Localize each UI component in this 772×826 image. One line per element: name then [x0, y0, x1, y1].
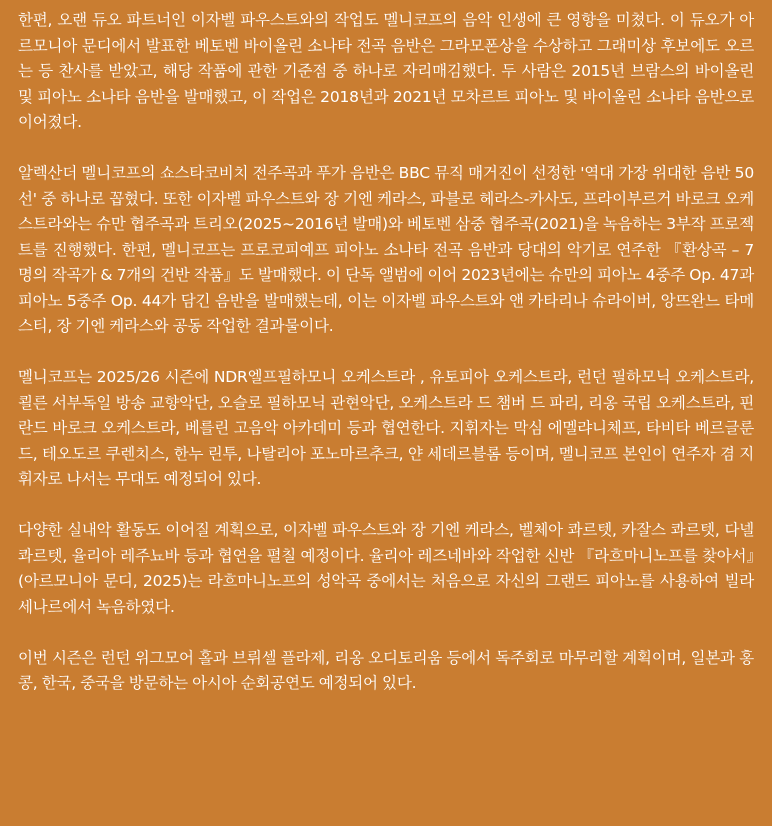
paragraph-discography: 알렉산더 멜니코프의 쇼스타코비치 전주곡과 푸가 음반은 BBC 뮤직 매거진이 선정한 '역대 가장 위대한 음반 50선' 중 하나로 꼽혔다. 또한 이자벨 파우스트와 장 기엔 케라스, 파블로 헤라스-카사도, 프라이부르거 바로크 오케스트라와는 슈만 협주곡과 트리오(2025~2016년 발매)와 베토벤 삼중 협주곡(2021)을 녹음하는 3부작 프로젝트를 진행했다. 한편, 멜니코프는 프로코피예프 피아노 소나타 전곡 음반과 당대의 악기로 연주한 『환상곡 – 7명의 작곡가 & 7개의 건반 작품』도 발매했다. 이 단독 앨범에 이어 2023년에는 슈만의 피아노 4중주 Op. 47과 피아노 5중주 Op. 44가 담긴 음반을 발매했는데, 이는 이자벨 파우스트와 앤 카타리나 슈라이버, 앙뜨완느 타메스티, 장 기엔 케라스와 공동 작업한 결과물이다. — [18, 164, 754, 335]
paragraph-recital-tour: 이번 시즌은 런던 위그모어 홀과 브뤼셀 플라제, 리옹 오디토리움 등에서 독주회로 마무리할 계획이며, 일본과 홍콩, 한국, 중국을 방문하는 아시아 순회공연도 예정되어 있다. — [18, 648, 754, 692]
paragraph-chamber-music: 다양한 실내악 활동도 이어질 계획으로, 이자벨 파우스트와 장 기엔 케라스, 벨체아 콰르텟, 카잘스 콰르텟, 다넬 콰르텟, 율리아 레주뇨바 등과 협연을 펼칠 예정이다. 율리아 레즈네바와 작업한 신반 『라흐마니노프를 찾아서』(아르모니아 문디, 2025)는 라흐마니노프의 성악곡 중에서는 처음으로 자신의 그랜드 피아노를 사용하여 빌라 세나르에서 녹음하였다. — [18, 521, 754, 616]
paragraph-faust-duo: 한편, 오랜 듀오 파트너인 이자벨 파우스트와의 작업도 멜니코프의 음악 인생에 큰 영향을 미쳤다. 이 듀오가 아르모니아 문디에서 발표한 베토벤 바이올린 소나타 전곡 음반은 그라모폰상을 수상하고 그래미상 후보에도 오르는 등 찬사를 받았고, 해당 작품에 관한 기준점 중 하나로 자리매김했다. 두 사람은 2015년 브람스의 바이올린 및 피아노 소나타 음반을 발매했고, 이 작업은 2018년과 2021년 모차르트 피아노 및 바이올린 소나타 음반으로 이어졌다. — [18, 11, 754, 131]
paragraph-season-orchestras: 멜니코프는 2025/26 시즌에 NDR엘프필하모니 오케스트라 , 유토피아 오케스트라, 런던 필하모닉 오케스트라, 쾰른 서부독일 방송 교향악단, 오슬로 필하모닉 관현악단, 오케스트라 드 챔버 드 파리, 리옹 국립 오케스트라, 핀란드 바로크 오케스트라, 베를린 고음악 아카데미 등과 협연한다. 지휘자는 막심 에멜랴니체프, 타비타 베르글룬드, 테오도르 쿠렌치스, 한누 린투, 나탈리아 포노마르추크, 얀 세데르블롬 등이며, 멜니코프 본인이 연주자 겸 지휘자로 나서는 무대도 예정되어 있다. — [18, 368, 755, 488]
